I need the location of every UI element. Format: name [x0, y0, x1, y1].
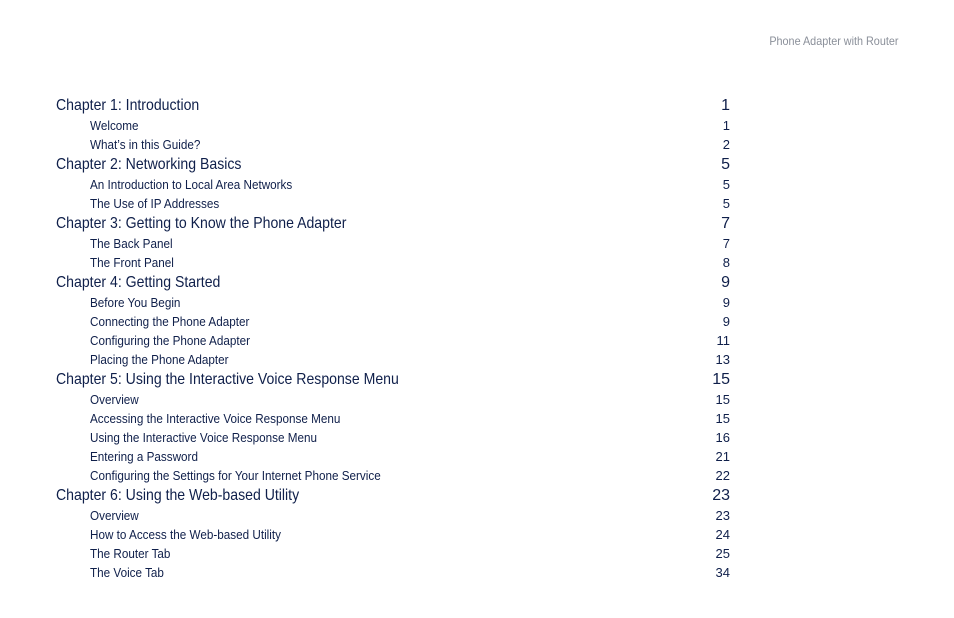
toc-entry-label: Overview: [90, 392, 139, 407]
toc-entry-label: The Front Panel: [90, 255, 174, 270]
toc-section-entry[interactable]: [56, 135, 730, 154]
toc-entry-label: Connecting the Phone Adapter: [90, 314, 250, 329]
toc-section-entry[interactable]: [56, 116, 730, 135]
toc-entry-page-number: 9: [722, 295, 730, 310]
toc-section-entry[interactable]: [56, 331, 730, 350]
toc-entry-page-number: 23: [715, 508, 730, 523]
toc-section-entry[interactable]: [56, 506, 730, 525]
toc-entry-page-number: 11: [716, 333, 730, 348]
toc-entry-label: Chapter 4: Getting Started: [56, 274, 221, 291]
toc-section-entry[interactable]: [56, 390, 730, 409]
toc-list: [56, 95, 730, 582]
toc-entry-label: The Router Tab: [90, 546, 171, 561]
toc-entry-label: The Voice Tab: [90, 565, 164, 580]
toc-entry-page-number: 15: [715, 392, 730, 407]
toc-entry-page-number: 1: [721, 97, 730, 114]
toc-chapter-entry[interactable]: [56, 213, 730, 234]
toc-section-entry[interactable]: [56, 525, 730, 544]
toc-section-entry[interactable]: [56, 234, 730, 253]
toc-entry-page-number: 5: [721, 156, 730, 173]
toc-entry-page-number: 15: [712, 371, 730, 388]
toc-entry-page-number: 5: [722, 177, 730, 192]
toc-section-entry[interactable]: [56, 253, 730, 272]
toc-section-entry[interactable]: [56, 428, 730, 447]
toc-entry-label: Chapter 5: Using the Interactive Voice Response Menu: [56, 371, 399, 388]
toc-entry-label: Configuring the Phone Adapter: [90, 333, 251, 348]
toc-entry-page-number: 9: [722, 314, 730, 329]
toc-entry-label: Chapter 3: Getting to Know the Phone Adapter: [56, 215, 347, 232]
table-of-contents: [56, 95, 730, 582]
toc-entry-page-number: 25: [715, 546, 730, 561]
toc-entry-label: An Introduction to Local Area Networks: [90, 177, 293, 192]
toc-entry-label: Welcome: [90, 118, 139, 133]
toc-entry-label: The Use of IP Addresses: [90, 196, 220, 211]
toc-entry-page-number: 23: [712, 487, 730, 504]
running-header: Phone Adapter with Router: [768, 34, 898, 48]
toc-entry-page-number: 2: [722, 137, 730, 152]
toc-section-entry[interactable]: [56, 466, 730, 485]
toc-entry-page-number: 34: [715, 565, 730, 580]
toc-entry-page-number: 7: [721, 215, 730, 232]
toc-chapter-entry[interactable]: [56, 154, 730, 175]
toc-entry-label: Entering a Password: [90, 449, 198, 464]
toc-entry-label: Chapter 2: Networking Basics: [56, 156, 242, 173]
toc-entry-label: Using the Interactive Voice Response Menu: [90, 430, 317, 445]
toc-chapter-entry[interactable]: [56, 272, 730, 293]
toc-entry-label: What’s in this Guide?: [90, 137, 201, 152]
toc-entry-page-number: 13: [715, 352, 730, 367]
toc-entry-label: Before You Begin: [90, 295, 181, 310]
toc-entry-page-number: 9: [721, 274, 730, 291]
toc-section-entry[interactable]: [56, 175, 730, 194]
toc-entry-label: Accessing the Interactive Voice Response Menu: [90, 411, 341, 426]
toc-entry-page-number: 5: [722, 196, 730, 211]
toc-entry-page-number: 21: [715, 449, 730, 464]
toc-chapter-entry[interactable]: [56, 95, 730, 116]
toc-entry-label: The Back Panel: [90, 236, 173, 251]
toc-section-entry[interactable]: [56, 563, 730, 582]
toc-section-entry[interactable]: [56, 544, 730, 563]
toc-entry-page-number: 15: [715, 411, 730, 426]
toc-section-entry[interactable]: [56, 194, 730, 213]
toc-entry-label: Overview: [90, 508, 139, 523]
toc-entry-page-number: 24: [715, 527, 730, 542]
toc-entry-label: Placing the Phone Adapter: [90, 352, 229, 367]
toc-section-entry[interactable]: [56, 312, 730, 331]
toc-entry-label: Configuring the Settings for Your Internet Phone Service: [90, 468, 381, 483]
toc-entry-page-number: 7: [722, 236, 730, 251]
toc-chapter-entry[interactable]: [56, 485, 730, 506]
toc-section-entry[interactable]: [56, 350, 730, 369]
toc-entry-page-number: 16: [715, 430, 730, 445]
toc-entry-page-number: 1: [722, 118, 730, 133]
toc-section-entry[interactable]: [56, 447, 730, 466]
toc-entry-label: Chapter 1: Introduction: [56, 97, 200, 114]
toc-entry-label: How to Access the Web-based Utility: [90, 527, 281, 542]
toc-chapter-entry[interactable]: [56, 369, 730, 390]
toc-section-entry[interactable]: [56, 293, 730, 312]
toc-entry-label: Chapter 6: Using the Web-based Utility: [56, 487, 300, 504]
toc-section-entry[interactable]: [56, 409, 730, 428]
toc-entry-page-number: 22: [715, 468, 730, 483]
toc-entry-page-number: 8: [722, 255, 730, 270]
